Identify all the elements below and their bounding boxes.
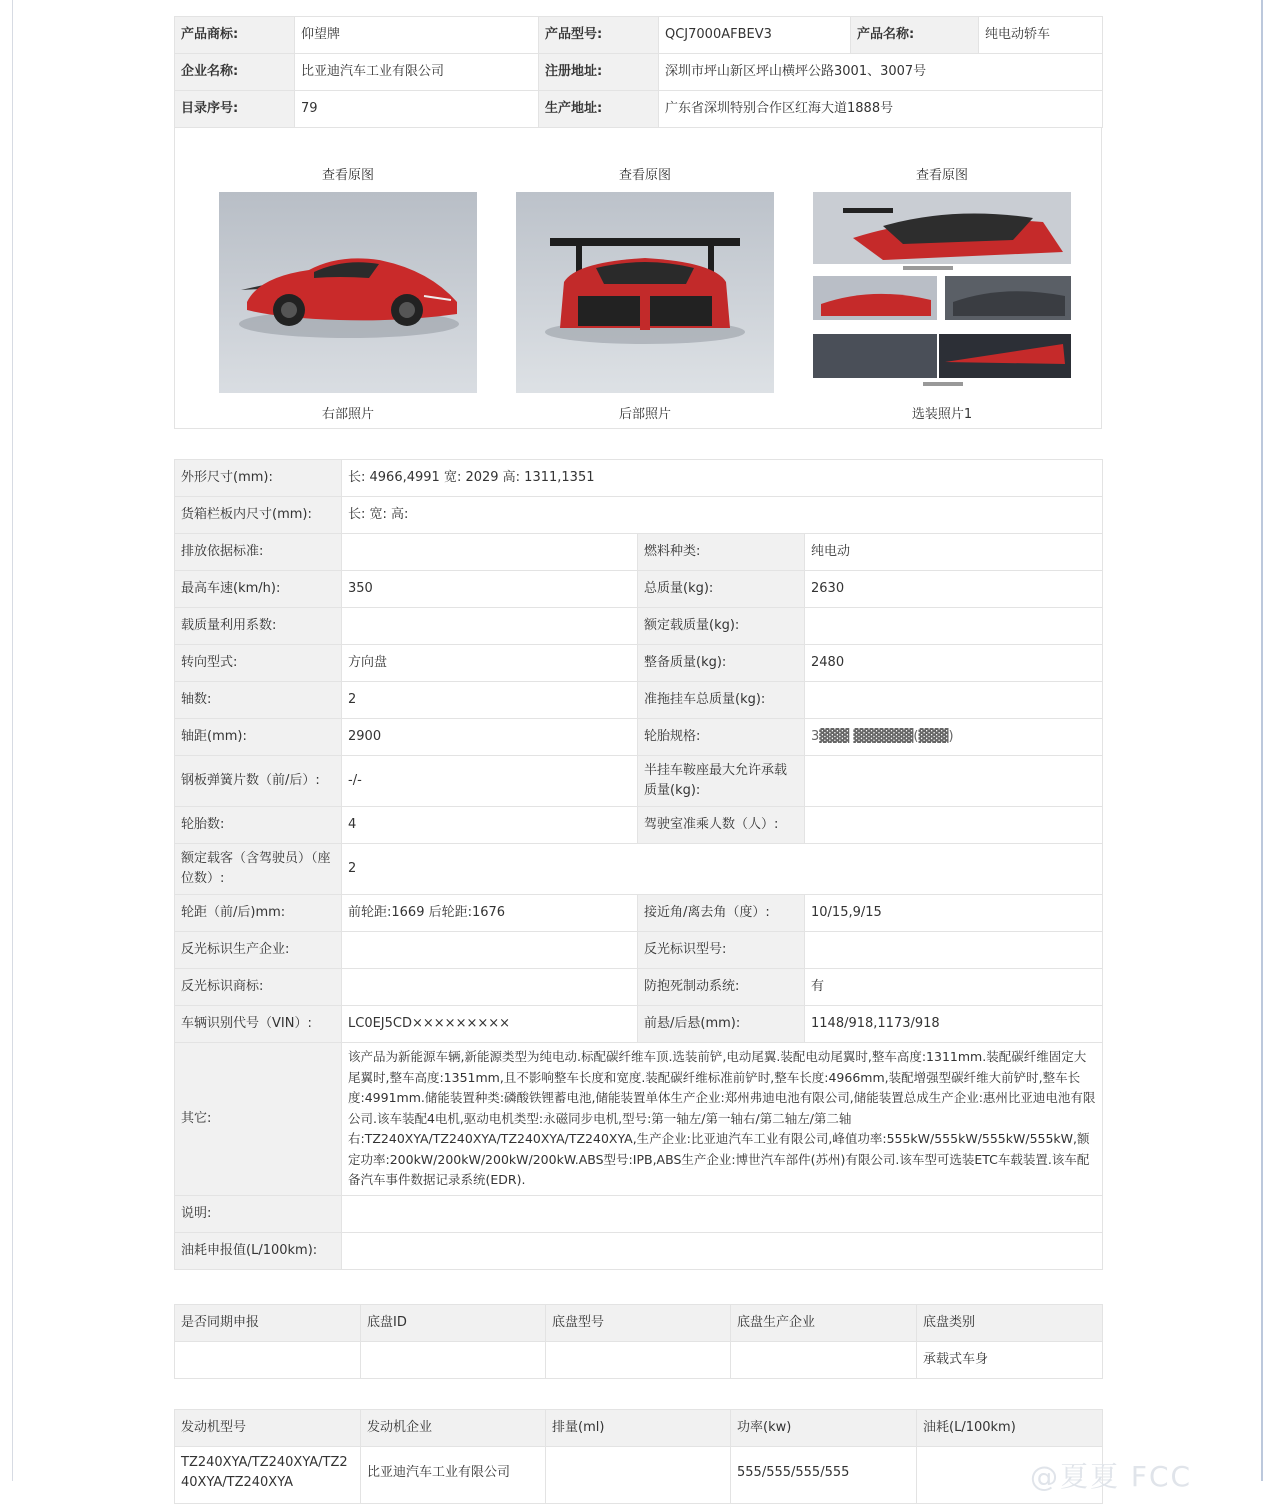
- photo-caption: 选装照片1: [911, 407, 973, 422]
- catalog-value: 79: [295, 91, 539, 128]
- view-original-link[interactable]: 查看原图: [915, 168, 968, 183]
- table-row: [175, 1342, 1103, 1379]
- load-util-label: 载质量利用系数:: [175, 608, 342, 645]
- reflector-model-label: 反光标识型号:: [638, 932, 805, 969]
- spec-table: [174, 459, 1103, 1270]
- company-label: 企业名称:: [175, 54, 295, 91]
- total-mass-label: 总质量(kg):: [638, 571, 805, 608]
- curb-mass-label: 整备质量(kg):: [638, 645, 805, 682]
- prod-address-value: 广东省深圳特别合作区红海大道1888号: [659, 91, 1103, 128]
- column-header: 是否同期申报: [175, 1305, 361, 1342]
- curb-mass-value: 2480: [805, 645, 1103, 682]
- brand-label: 产品商标:: [175, 17, 295, 54]
- tire-spec-value: 3▓▓▓ ▓▓▓▓▓▓(▓▓▓): [805, 719, 1103, 756]
- table-row: [175, 497, 1103, 534]
- fuel-consumption-label: 油耗申报值(L/100km):: [175, 1233, 342, 1270]
- engine-table: [174, 1409, 1103, 1504]
- table-row: [175, 1196, 1103, 1233]
- right-scrollbar-edge[interactable]: [1261, 0, 1263, 1481]
- column-header: 油耗(L/100km): [917, 1410, 1103, 1447]
- steering-value: 方向盘: [342, 645, 638, 682]
- view-original-link[interactable]: 查看原图: [618, 168, 671, 183]
- product-header-table: [174, 16, 1103, 128]
- reg-address-value: 深圳市坪山新区坪山横坪公路3001、3007号: [659, 54, 1103, 91]
- car-optional-photo[interactable]: [813, 192, 1071, 393]
- photo-optional: [813, 166, 1071, 422]
- dimension-label: 外形尺寸(mm):: [175, 460, 342, 497]
- table-row: [175, 54, 1103, 91]
- saddle-load-label: 半挂车鞍座最大允许承载质量(kg):: [638, 756, 805, 807]
- car-rear-photo[interactable]: [516, 192, 774, 393]
- seats-value: 2: [342, 844, 1103, 895]
- note-label: 说明:: [175, 1196, 342, 1233]
- spring-leaves-value: -/-: [342, 756, 638, 807]
- cargo-dimension-label: 货箱栏板内尺寸(mm):: [175, 497, 342, 534]
- axle-count-value: 2: [342, 682, 638, 719]
- table-row: [175, 608, 1103, 645]
- table-row: [175, 571, 1103, 608]
- photo-gallery: [174, 128, 1102, 429]
- table-row: [175, 1006, 1103, 1043]
- reg-address-label: 注册地址:: [539, 54, 659, 91]
- table-row: [175, 91, 1103, 128]
- load-util-value: [342, 608, 638, 645]
- tire-spec-label: 轮胎规格:: [638, 719, 805, 756]
- seats-label: 额定载客（含驾驶员）（座位数）:: [175, 844, 342, 895]
- column-header: 发动机型号: [175, 1410, 361, 1447]
- table-row: [175, 969, 1103, 1006]
- overhang-label: 前悬/后悬(mm):: [638, 1006, 805, 1043]
- column-header: 底盘ID: [361, 1305, 546, 1342]
- wheelbase-label: 轴距(mm):: [175, 719, 342, 756]
- product-info-section: [174, 16, 1102, 429]
- photo-caption: 后部照片: [618, 407, 671, 422]
- table-cell: [546, 1342, 731, 1379]
- track-label: 轮距（前/后)mm:: [175, 895, 342, 932]
- table-header-row: [175, 1305, 1103, 1342]
- cab-capacity-value: [805, 807, 1103, 844]
- fuel-consumption-value: [342, 1233, 1103, 1270]
- table-row: [175, 1447, 1103, 1504]
- reflector-maker-value: [342, 932, 638, 969]
- fuel-type-value: 纯电动: [805, 534, 1103, 571]
- watermark: @夏夏 FCC: [1030, 1460, 1193, 1493]
- table-row: [175, 756, 1103, 807]
- column-header: 底盘型号: [546, 1305, 731, 1342]
- table-cell: 比亚迪汽车工业有限公司: [361, 1447, 546, 1504]
- table-row: [175, 807, 1103, 844]
- column-header: 底盘生产企业: [731, 1305, 917, 1342]
- fuel-type-label: 燃料种类:: [638, 534, 805, 571]
- table-cell: 555/555/555/555: [731, 1447, 917, 1504]
- axle-count-label: 轴数:: [175, 682, 342, 719]
- vin-label: 车辆识别代号（VIN）:: [175, 1006, 342, 1043]
- table-header-row: [175, 1410, 1103, 1447]
- max-speed-label: 最高车速(km/h):: [175, 571, 342, 608]
- model-label: 产品型号:: [539, 17, 659, 54]
- table-row: [175, 1233, 1103, 1270]
- abs-value: 有: [805, 969, 1103, 1006]
- tire-count-label: 轮胎数:: [175, 807, 342, 844]
- car-right-photo[interactable]: [219, 192, 477, 393]
- trailer-mass-label: 准拖挂车总质量(kg):: [638, 682, 805, 719]
- view-original-link[interactable]: 查看原图: [321, 168, 374, 183]
- table-row: [175, 844, 1103, 895]
- table-row: [175, 17, 1103, 54]
- table-row: [175, 895, 1103, 932]
- note-value: [342, 1196, 1103, 1233]
- dimension-value: 长: 4966,4991 宽: 2029 高: 1311,1351: [342, 460, 1103, 497]
- table-cell: TZ240XYA/TZ240XYA/TZ240XYA/TZ240XYA: [175, 1447, 361, 1504]
- tire-count-value: 4: [342, 807, 638, 844]
- column-header: 功率(kw): [731, 1410, 917, 1447]
- reflector-brand-label: 反光标识商标:: [175, 969, 342, 1006]
- cab-capacity-label: 驾驶室准乘人数（人）:: [638, 807, 805, 844]
- company-value: 比亚迪汽车工业有限公司: [295, 54, 539, 91]
- rated-load-value: [805, 608, 1103, 645]
- brand-value: 仰望牌: [295, 17, 539, 54]
- table-row: [175, 1043, 1103, 1196]
- column-header: 底盘类别: [917, 1305, 1103, 1342]
- vin-value: LC0EJ5CD×××××××××: [342, 1006, 638, 1043]
- model-value: QCJ7000AFBEV3: [659, 17, 851, 54]
- table-row: [175, 534, 1103, 571]
- total-mass-value: 2630: [805, 571, 1103, 608]
- reflector-brand-value: [342, 969, 638, 1006]
- overhang-value: 1148/918,1173/918: [805, 1006, 1103, 1043]
- emission-label: 排放依据标准:: [175, 534, 342, 571]
- prod-address-label: 生产地址:: [539, 91, 659, 128]
- photo-rear: [516, 166, 774, 422]
- table-row: [175, 932, 1103, 969]
- other-value: 该产品为新能源车辆,新能源类型为纯电动.标配碳纤维车顶.选装前铲,电动尾翼.装配电动尾翼时,整车高度:1311mm.装配碳纤维固定大尾翼时,整车高度:1351mm,且不影响整车长度和宽度.装配碳纤维标准前铲时,整车长度:4966mm,装配增强型碳纤维大前铲时,整车长度:4991mm.储能装置种类:磷酸铁锂蓄电池,储能装置单体生产企业:郑州弗迪电池有限公司,储能装置总成生产企业:惠州比亚迪电池有限公司.该车装配4电机,驱动电机类型:永磁同步电机,型号:第一轴左/第一轴右/第二轴左/第二轴右:TZ240XYA/TZ240XYA/TZ240XYA/TZ240XYA,生产企业:比亚迪汽车工业有限公司,峰值功率:555kW/555kW/555kW/555kW,额定功率:200kW/200kW/200kW/200kW.ABS型号:IPB,ABS生产企业:博世汽车部件(苏州)有限公司.该车型可选装ETC车载装置.该车配备汽车事件数据记录系统(EDR).: [342, 1043, 1103, 1196]
- table-row: [175, 682, 1103, 719]
- abs-label: 防抱死制动系统:: [638, 969, 805, 1006]
- column-header: 发动机企业: [361, 1410, 546, 1447]
- table-cell: [546, 1447, 731, 1504]
- steering-label: 转向型式:: [175, 645, 342, 682]
- chassis-table: [174, 1304, 1103, 1379]
- table-row: [175, 460, 1103, 497]
- column-header: 排量(ml): [546, 1410, 731, 1447]
- reflector-model-value: [805, 932, 1103, 969]
- photo-right: [219, 166, 477, 422]
- photo-caption: 右部照片: [321, 407, 374, 422]
- product-name-label: 产品名称:: [851, 17, 979, 54]
- table-row: [175, 645, 1103, 682]
- approach-angle-label: 接近角/离去角（度）:: [638, 895, 805, 932]
- approach-angle-value: 10/15,9/15: [805, 895, 1103, 932]
- table-cell: [731, 1342, 917, 1379]
- table-cell: [361, 1342, 546, 1379]
- spring-leaves-label: 钢板弹簧片数（前/后）:: [175, 756, 342, 807]
- other-label: 其它:: [175, 1043, 342, 1196]
- emission-value: [342, 534, 638, 571]
- track-value: 前轮距:1669 后轮距:1676: [342, 895, 638, 932]
- left-frame-line: [12, 0, 13, 1481]
- product-name-value: 纯电动轿车: [979, 17, 1103, 54]
- table-cell: 承载式车身: [917, 1342, 1103, 1379]
- table-cell: [175, 1342, 361, 1379]
- trailer-mass-value: [805, 682, 1103, 719]
- catalog-label: 目录序号:: [175, 91, 295, 128]
- cargo-dimension-value: 长: 宽: 高:: [342, 497, 1103, 534]
- max-speed-value: 350: [342, 571, 638, 608]
- rated-load-label: 额定载质量(kg):: [638, 608, 805, 645]
- table-row: [175, 719, 1103, 756]
- wheelbase-value: 2900: [342, 719, 638, 756]
- saddle-load-value: [805, 756, 1103, 807]
- reflector-maker-label: 反光标识生产企业:: [175, 932, 342, 969]
